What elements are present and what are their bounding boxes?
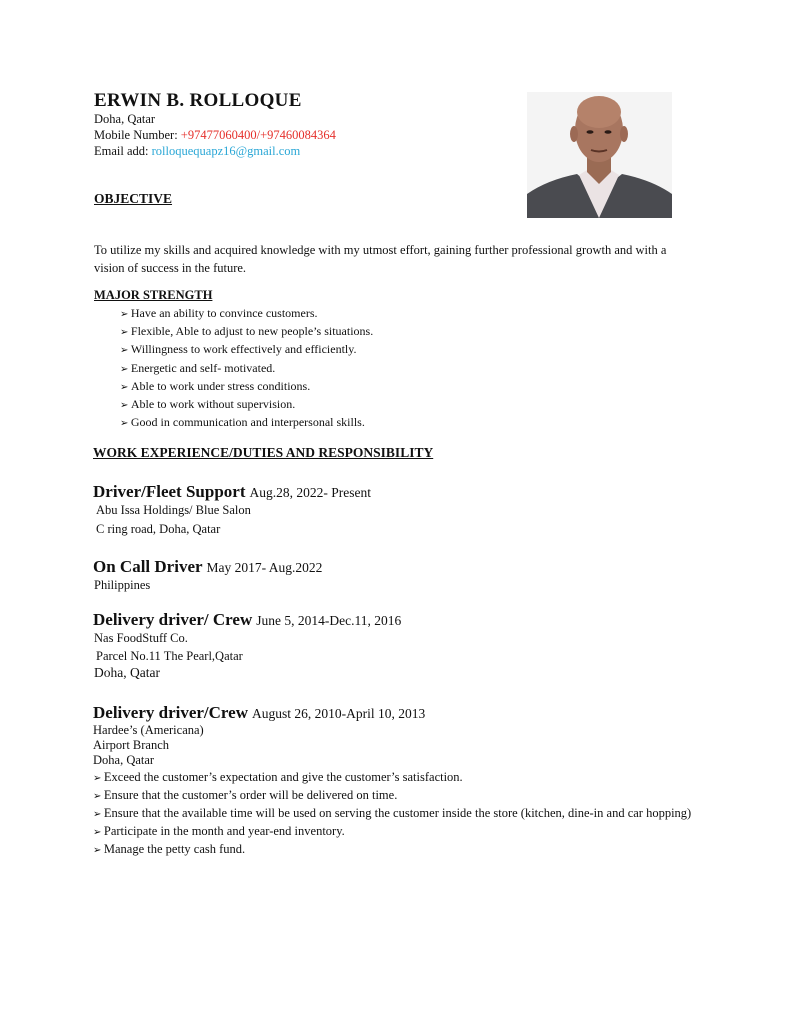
list-item: ➢ Energetic and self- motivated. [120,360,373,378]
job-title: Delivery driver/ Crew [93,610,253,629]
email-line [94,144,300,159]
job-title: On Call Driver [93,557,203,576]
job-detail: Parcel No.11 The Pearl,Qatar [96,649,243,663]
list-item: ➢ Ensure that the available time will be used on serving the customer inside the store (kitchen, dine-in and car hopping) [93,805,693,823]
list-item: ➢ Participate in the month and year-end inventory. [93,823,693,841]
job-dates: May 2017- Aug.2022 [206,560,323,575]
mobile-number[interactable]: +97477060400/+97460084364 [180,128,336,142]
list-item: ➢ Good in communication and interpersonal skills. [120,414,373,432]
experience-heading: WORK EXPERIENCE/DUTIES AND RESPONSIBILITY [93,445,434,460]
mobile-line [94,128,336,143]
list-item: ➢ Flexible, Able to adjust to new people’s situations. [120,323,373,341]
objective-text: To utilize my skills and acquired knowledge with my utmost effort, gaining further professional growth and with a vision of success in the future. [94,243,667,275]
list-item: ➢ Manage the petty cash fund. [93,841,693,859]
job-detail: C ring road, Doha, Qatar [96,522,221,536]
job-heading [93,482,371,502]
list-item: ➢ Exceed the customer’s expectation and give the customer’s satisfaction. [93,769,693,787]
job-dates: August 26, 2010-April 10, 2013 [251,706,426,721]
list-item: ➢ Ensure that the customer’s order will be delivered on time. [93,787,693,805]
duties-list [93,769,693,859]
email-label: Email add: [94,144,152,158]
job-dates: Aug.28, 2022- Present [249,485,371,500]
list-item: ➢ Willingness to work effectively and efficiently. [120,341,373,359]
job-detail: Airport Branch [93,738,170,752]
job-heading [93,557,322,577]
profile-photo [527,92,672,218]
job-detail: Doha, Qatar [94,665,160,680]
job-title: Delivery driver/Crew [93,703,248,722]
job-detail: Hardee’s (Americana) [93,723,204,737]
job-heading [93,610,401,630]
job-title: Driver/Fleet Support [93,482,246,501]
candidate-name: ERWIN B. ROLLOQUE [94,90,302,111]
objective-heading: OBJECTIVE [94,191,173,206]
email-link[interactable]: rolloquequapz16@gmail.com [151,144,301,158]
job-detail: Philippines [94,578,151,592]
strengths-list [120,305,373,432]
job-detail: Abu Issa Holdings/ Blue Salon [96,503,251,517]
job-dates: June 5, 2014-Dec.11, 2016 [256,613,402,628]
list-item: ➢ Have an ability to convince customers. [120,305,373,323]
job-detail: Doha, Qatar [93,753,155,767]
job-detail: Nas FoodStuff Co. [94,631,188,645]
location: Doha, Qatar [94,112,156,126]
list-item: ➢ Able to work under stress conditions. [120,378,373,396]
strengths-heading: MAJOR STRENGTH [94,288,213,302]
mobile-label: Mobile Number: [94,128,181,142]
job-heading [93,703,425,723]
list-item: ➢ Able to work without supervision. [120,396,373,414]
